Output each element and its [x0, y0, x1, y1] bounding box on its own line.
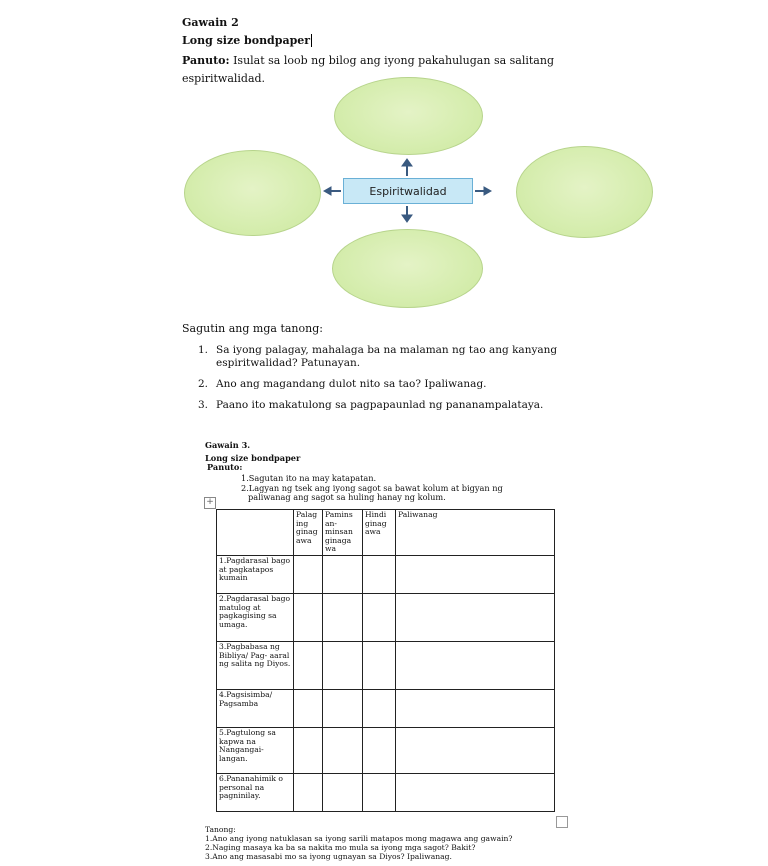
check-cell[interactable] [294, 594, 323, 642]
check-cell[interactable] [363, 556, 396, 594]
gawain3-title: Gawain 3. [205, 440, 251, 450]
paliwanag-cell[interactable] [396, 594, 555, 642]
paliwanag-cell[interactable] [396, 556, 555, 594]
panuto-text: Isulat sa loob ng bilog ang iyong pakahulugan sa salitang [229, 54, 554, 67]
concept-arrows [0, 0, 768, 330]
table-row-label: 2.Pagdarasal bago matulog at pagkagising sa umaga. [217, 594, 294, 642]
check-cell[interactable] [363, 690, 396, 728]
paliwanag-cell[interactable] [396, 642, 555, 690]
paliwanag-cell[interactable] [396, 774, 555, 812]
table-move-handle-icon[interactable]: + [204, 497, 216, 509]
check-cell[interactable] [294, 728, 323, 774]
tanong-item: 3.Ano ang masasabi mo sa iyong ugnayan sa Diyos? Ipaliwanag. [205, 852, 452, 861]
questions-heading: Sagutin ang mga tanong: [182, 322, 323, 335]
panuto-label: Panuto: [182, 54, 230, 67]
check-cell[interactable] [323, 774, 363, 812]
check-cell[interactable] [363, 774, 396, 812]
check-cell[interactable] [323, 728, 363, 774]
table-row [217, 728, 555, 774]
table-header-cell: Paliwanag [396, 510, 555, 556]
tanong-heading: Tanong: [205, 825, 236, 834]
check-cell[interactable] [363, 642, 396, 690]
check-cell[interactable] [363, 728, 396, 774]
gawain2-subtitle-text: Long size bondpaper [182, 34, 311, 47]
table-row-label: 5.Pagtulong sa kapwa na Nangangai-langan. [217, 728, 294, 774]
table-row-label: 3.Pagbabasa ng Bibliya/ Pag- aaral ng salita ng Diyos. [217, 642, 294, 690]
question-item: 3. Paano ito makatulong sa pagpapaunlad ng pananampalataya. [198, 399, 544, 411]
question-item: 1. Sa iyong palagay, mahalaga ba na malaman ng tao ang kanyang espiritwalidad? Patunayan. [198, 344, 558, 369]
table-header-cell: Palag ing ginag awa [294, 510, 323, 556]
panuto-text-line2: espiritwalidad. [182, 72, 266, 85]
paliwanag-cell[interactable] [396, 728, 555, 774]
arrow-up-icon [402, 159, 412, 176]
table-row-label: 4.Pagsisimba/ Pagsamba [217, 690, 294, 728]
table-header-cell: Hindi ginag awa [363, 510, 396, 556]
paliwanag-cell[interactable] [396, 690, 555, 728]
questions-list [198, 344, 638, 420]
gawain3-instruction-2: 2.Lagyan ng tsek ang iyong sagot sa bawat kolum at bigyan ng [241, 483, 503, 493]
table-row [217, 642, 555, 690]
table-row-label: 6.Pananahimik o personal na pagninilay. [217, 774, 294, 812]
check-cell[interactable] [323, 556, 363, 594]
center-concept-box: Espiritwalidad [343, 178, 473, 204]
check-cell[interactable] [294, 690, 323, 728]
table-row [217, 556, 555, 594]
gawain3-panuto-label: Panuto: [207, 462, 243, 472]
activity-table [216, 509, 555, 812]
table-row [217, 774, 555, 812]
check-cell[interactable] [294, 774, 323, 812]
table-row [217, 594, 555, 642]
gawain3-subtitle: Long size bondpaper [205, 453, 301, 463]
table-header-row [217, 510, 555, 556]
gawain3-instruction-1: 1.Sagutan ito na may katapatan. [241, 473, 377, 483]
tanong-item: 1.Ano ang iyong natuklasan sa iyong sarili matapos mong magawa ang gawain? [205, 834, 513, 843]
table-resize-handle-icon[interactable] [556, 816, 568, 828]
question-item: 2. Ano ang magandang dulot nito sa tao? Ipaliwanag. [198, 378, 487, 390]
check-cell[interactable] [323, 594, 363, 642]
check-cell[interactable] [323, 690, 363, 728]
table-row [217, 690, 555, 728]
check-cell[interactable] [294, 642, 323, 690]
arrow-down-icon [402, 206, 412, 222]
check-cell[interactable] [323, 642, 363, 690]
gawain2-title: Gawain 2 [182, 16, 239, 29]
table-header-cell: Pamins an-minsan ginaga wa [323, 510, 363, 556]
table-header-cell [217, 510, 294, 556]
arrow-right-icon [475, 187, 491, 195]
gawain3-instruction-2b: paliwanag ang sagot sa huling hanay ng kolum. [248, 492, 446, 502]
check-cell[interactable] [294, 556, 323, 594]
tanong-item: 2.Naging masaya ka ba sa nakita mo mula sa iyong mga sagot? Bakit? [205, 843, 476, 852]
arrow-left-icon [324, 187, 341, 195]
check-cell[interactable] [363, 594, 396, 642]
table-row-label: 1.Pagdarasal bago at pagkatapos kumain [217, 556, 294, 594]
